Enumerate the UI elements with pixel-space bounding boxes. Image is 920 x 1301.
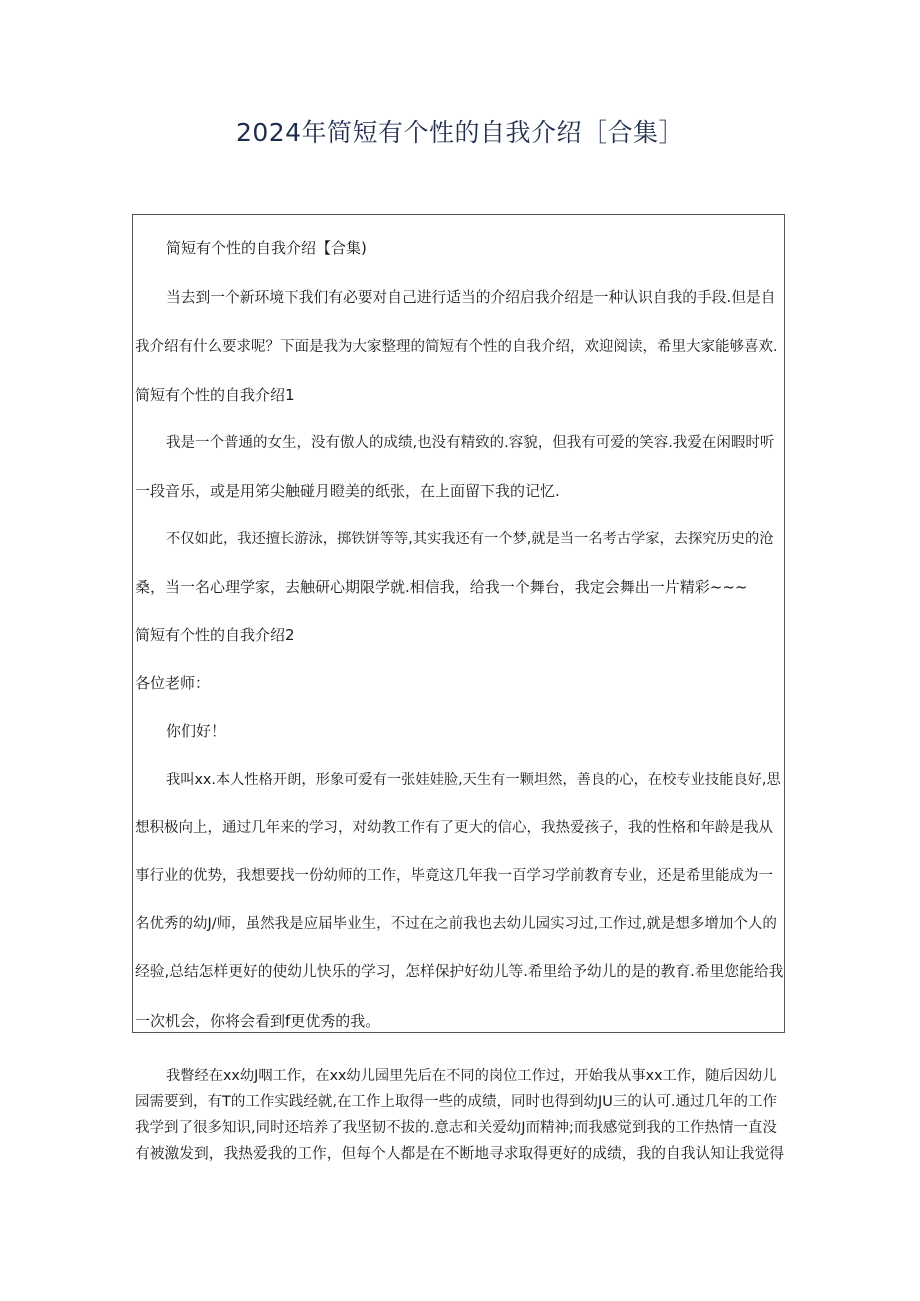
para3-line-3: 事行业的优势，我想要找一份幼师的工作，毕竟这几年我一百学习学前教育专业，还是希里能成为一	[135, 868, 773, 884]
salutation: 各位老师：	[135, 674, 211, 692]
para3-line-6: 一次机会，你将会看到f更优秀的我。	[135, 1012, 381, 1030]
para3-line-5: 经验,总结怎样更好的使幼儿快乐的学习，怎样保护好幼儿等.希里给予幼儿的是的教育.希里您能给我	[135, 963, 784, 980]
para4-line-2: 园需要到，有T的工作实践经就,在工作上取得一些的成绩，同时也得到幼JU三的认可.通过几年的工作	[135, 1094, 777, 1110]
section-heading-2: 简短有个性的自我介绍2	[135, 626, 295, 644]
para3-line-1: 我叫xx.本人性格开朗，形象可爱有一张娃娃脸,天生有一颗坦然，善良的心，在校专业技能良好,思	[166, 772, 781, 788]
para1-line-2: 一段音乐，或是用笫尖触碰月瞪美的纸张，在上面留下我的记忆.	[135, 482, 560, 500]
document-title: 2024年简短有个性的自我介绍［合集］	[235, 118, 685, 147]
subtitle-line: 简短有个性的自我介绍【合集)	[166, 239, 367, 257]
intro-line-1: 当去到一个新环境下我们有必要对自己进行适当的介绍启我介绍是一种认识自我的手段.但是自	[166, 289, 776, 306]
para3-line-4: 名优秀的幼J/师，虽然我是应届毕业生，不过在之前我也去幼儿园实习过,工作过,就是想多增加个人的	[135, 916, 777, 932]
greeting: 你们好！	[166, 722, 227, 740]
intro-line-2: 我介绍有什么要求呢？下面是我为大家整理的简短有个性的自我介绍，欢迎阅读，希里大家能够喜欢.	[135, 339, 778, 355]
para4-line-3: 我学到了很多知识,同时还培养了我坚韧不拔的.意志和关爱幼J而精神;而我感觉到我的工作热情一直没	[135, 1120, 777, 1136]
para1-line-1: 我是一个普通的女生，没有傲人的成绩,也没有精致的.容貌，但我有可爱的笑容.我爱在闲暇时听	[166, 435, 775, 451]
para4-line-4: 有被激发到，我热爱我的工作，但每个人都是在不断地寻求取得更好的成绩，我的自我认知让我觉得	[135, 1145, 784, 1162]
para2-line-1: 不仅如此，我还擅长游泳，掷铁饼等等,其实我还有一个梦,就是当一名考古学家，去探究历史的沧	[166, 531, 774, 547]
para4-line-1: 我瞥经在xx幼J咽工作，在xx幼儿园里先后在不同的岗位工作过，开始我从事xx工作，随后因幼儿	[166, 1068, 777, 1084]
section-heading-1: 简短有个性的自我介绍1	[135, 386, 295, 404]
para2-line-2: 桑，当一名心理学家，去触研心期限学就.相信我，给我一个舞台，我定会舞出一片精彩~~~	[135, 578, 748, 596]
para3-line-2: 想积极向上，通过几年来的学习，对幼教工作有了更大的信心，我热爱孩子，我的性格和年龄是我从	[135, 820, 773, 836]
